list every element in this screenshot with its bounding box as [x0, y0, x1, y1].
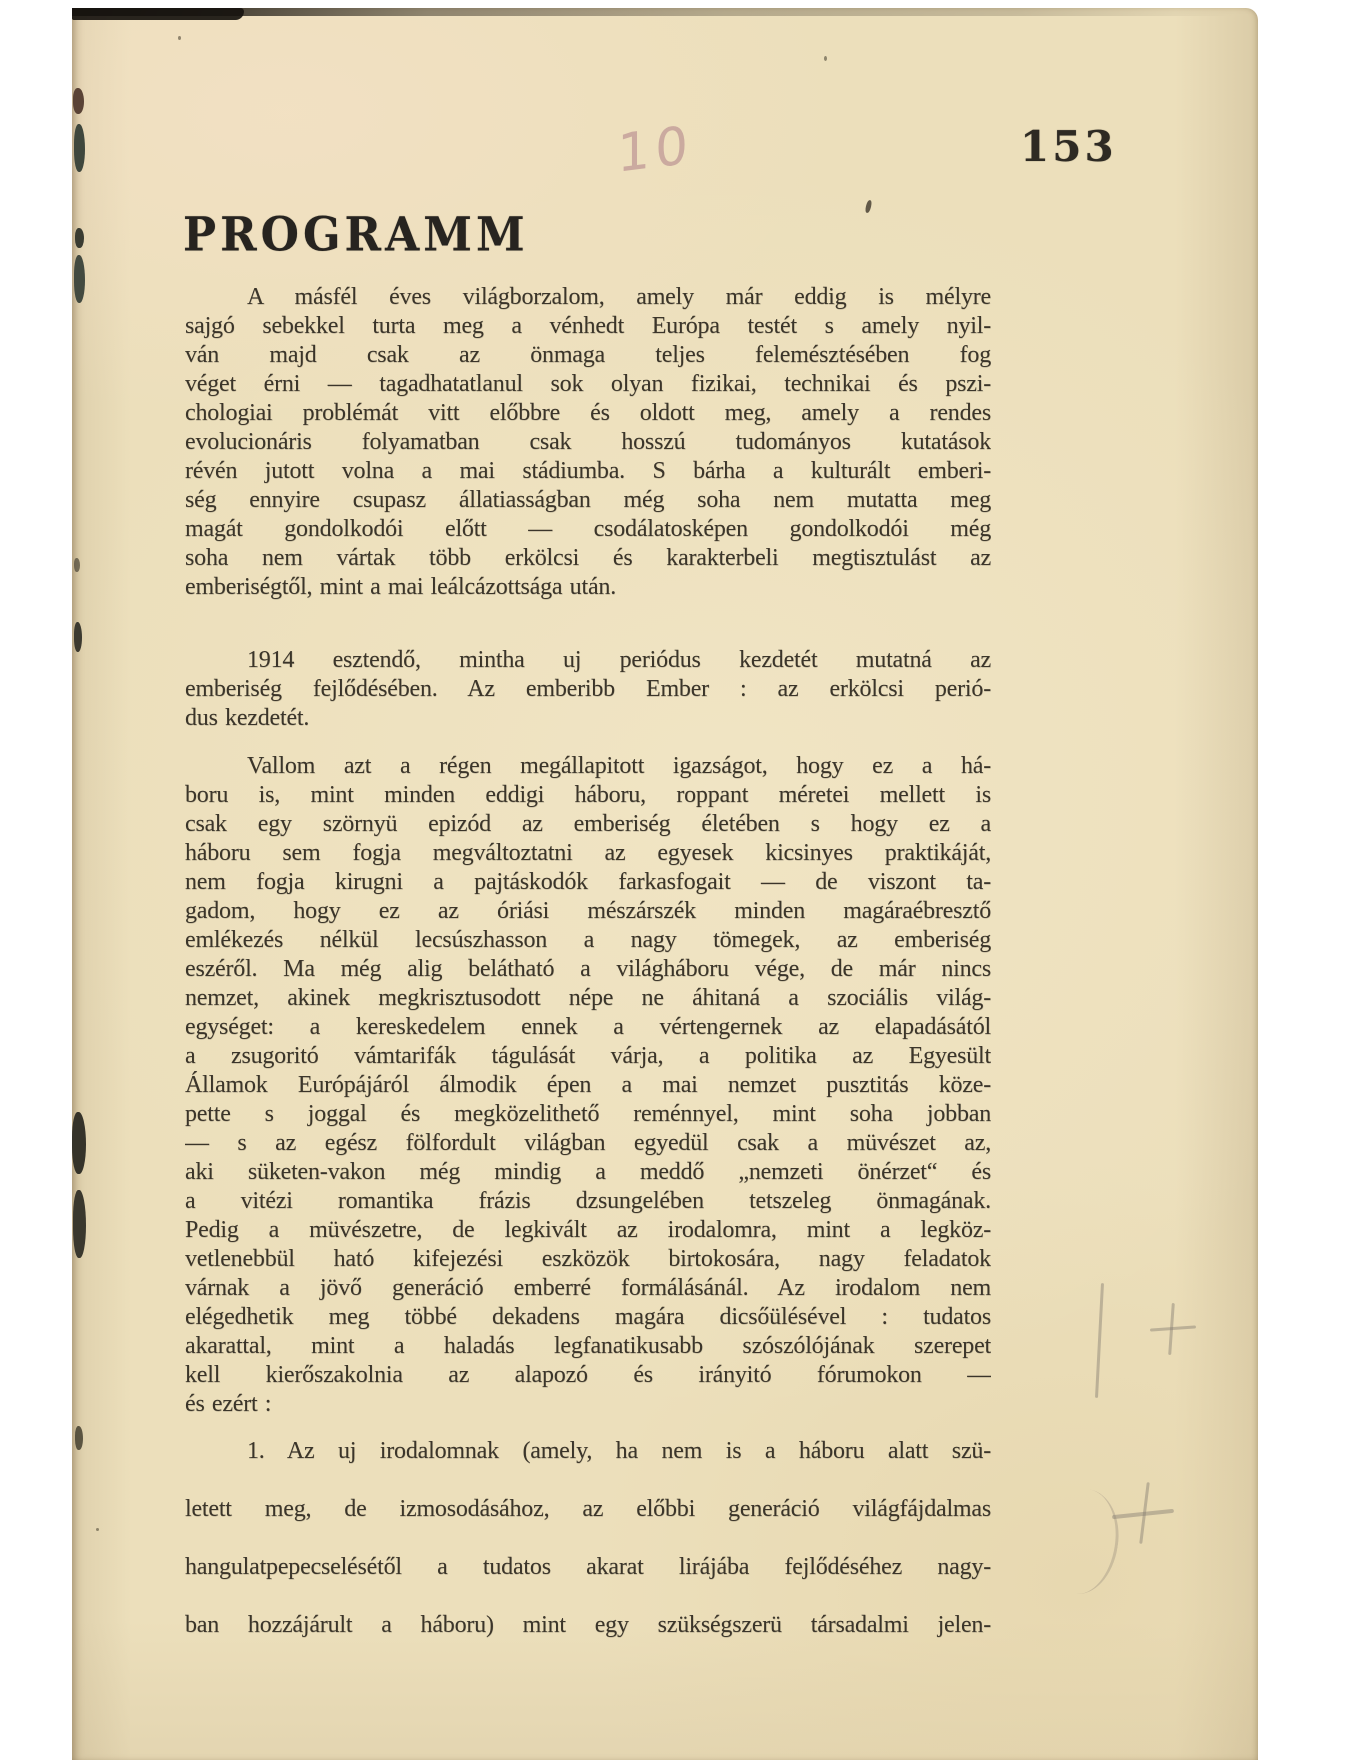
pencil-curve-mark [1052, 1486, 1126, 1599]
text-line: chologiai problémát vitt előbbre és oldott meg, amely a rendes [185, 400, 991, 426]
text-line: ség ennyire csupasz állatiasságban még soha nem mutatta meg [185, 487, 991, 513]
text-line: sajgó sebekkel turta meg a vénhedt Európa testét s amely nyil- [185, 313, 991, 339]
text-line: elégedhetik meg többé dekadens magára dicsőülésével : tudatos [185, 1304, 991, 1330]
text-line: véget érni — tagadhatatlanul sok olyan fizikai, technikai és pszi- [185, 371, 991, 397]
text-line: 1. Az uj irodalomnak (amely, ha nem is a háboru alatt szü- [247, 1438, 991, 1464]
text-line: emberiség fejlődésében. Az emberibb Ember : az erkölcsi perió- [185, 676, 991, 702]
binding-mark [73, 88, 84, 114]
text-line: révén jutott volna a mai stádiumba. S bárha a kulturált emberi- [185, 458, 991, 484]
text-line: ban hozzájárult a háboru) mint egy szükségszerü társadalmi jelen- [185, 1612, 991, 1638]
binding-mark [75, 228, 84, 248]
text-line: soha nem vártak több erkölcsi és karakterbeli megtisztulást az [185, 545, 991, 571]
binding-mark [74, 622, 82, 652]
pencil-vertical-line [1095, 1283, 1104, 1398]
text-line: evolucionáris folyamatban csak hosszú tudományos kutatások [185, 429, 991, 455]
scanned-page [72, 8, 1258, 1760]
text-line: és ezért : [185, 1391, 272, 1417]
text-line: nemzet, akinek megkrisztusodott népe ne áhitaná a szociális világ- [185, 985, 991, 1011]
ink-speck [96, 1528, 99, 1531]
text-line: 1914 esztendő, mintha uj periódus kezdetét mutatná az [247, 647, 991, 673]
page-title: PROGRAMM [183, 208, 529, 263]
page-top-edge-ink [72, 8, 244, 20]
text-line: ván majd csak az önmaga teljes felemésztésében fog [185, 342, 991, 368]
binding-mark [75, 1426, 83, 1450]
ink-speck [824, 56, 827, 61]
paragraph [185, 283, 991, 602]
paragraph [185, 646, 991, 733]
text-line: dus kezdetét. [185, 705, 310, 731]
text-line: boru is, mint minden eddigi háboru, roppant méretei mellett is [185, 782, 991, 808]
page-number: 153 [1020, 122, 1117, 171]
text-line: — s az egész fölfordult világban egyedül csak a müvészet az, [185, 1130, 991, 1156]
text-line: Pedig a müvészetre, de legkivált az irodalomra, mint a legköz- [185, 1217, 991, 1243]
text-line: pette s joggal és megközelithető reménnyel, mint soha jobban [185, 1101, 991, 1127]
handwritten-pencil-number: 10 [617, 115, 693, 185]
text-line: várnak a jövő generáció emberré formálásánál. Az irodalom nem [185, 1275, 991, 1301]
binding-mark [73, 1190, 86, 1258]
text-line: vetlenebbül ható kifejezési eszközök birtokosára, nagy feladatok [185, 1246, 991, 1272]
binding-mark [72, 1112, 86, 1174]
text-line: letett meg, de izmosodásához, az előbbi generáció világfájdalmas [185, 1496, 991, 1522]
text-line: háboru sem fogja megváltoztatni az egyesek kicsinyes praktikáját, [185, 840, 991, 866]
text-line: a vitézi romantika frázis dzsungelében tetszeleg önmagának. [185, 1188, 991, 1214]
text-line: eszéről. Ma még alig belátható a világháboru vége, de már nincs [185, 956, 991, 982]
text-line: akarattal, mint a haladás legfanatikusabb szószólójának szerepet [185, 1333, 991, 1359]
text-line: magát gondolkodói előtt — csodálatosképen gondolkodói még [185, 516, 991, 542]
paragraph [185, 752, 991, 1419]
text-line: a zsugoritó vámtarifák tágulását várja, a politika az Egyesült [185, 1043, 991, 1069]
binding-mark [74, 558, 80, 572]
text-line: emberiségtől, mint a mai leálcázottsága után. [185, 574, 617, 600]
text-line: csak egy szörnyü epizód az emberiség életében s hogy ez a [185, 811, 991, 837]
paragraph [185, 1422, 991, 1654]
ink-speck [178, 36, 181, 40]
text-line: Vallom azt a régen megállapitott igazságot, hogy ez a há- [247, 753, 991, 779]
page-top-edge-shadow [72, 8, 1258, 16]
text-line: Államok Európájáról álmodik épen a mai nemzet pusztitás köze- [185, 1072, 991, 1098]
text-line: hangulatpepecselésétől a tudatos akarat lirájába fejlődéséhez nagy- [185, 1554, 991, 1580]
text-line: egységet: a kereskedelem ennek a vértengernek az elapadásától [185, 1014, 991, 1040]
binding-mark [74, 124, 85, 172]
ink-speck [865, 200, 873, 214]
text-line: gadom, hogy ez az óriási mészárszék minden magáraébresztő [185, 898, 991, 924]
text-line: aki süketen-vakon még mindig a meddő „nemzeti önérzet“ és [185, 1159, 991, 1185]
text-line: nem fogja kirugni a pajtáskodók farkasfogait — de viszont ta- [185, 869, 991, 895]
text-line: A másfél éves világborzalom, amely már eddig is mélyre [247, 284, 991, 310]
binding-mark [74, 255, 85, 303]
text-line: kell kierőszakolnia az alapozó és irányitó fórumokon — [185, 1362, 991, 1388]
text-line: emlékezés nélkül lecsúszhasson a nagy tömegek, az emberiség [185, 927, 991, 953]
